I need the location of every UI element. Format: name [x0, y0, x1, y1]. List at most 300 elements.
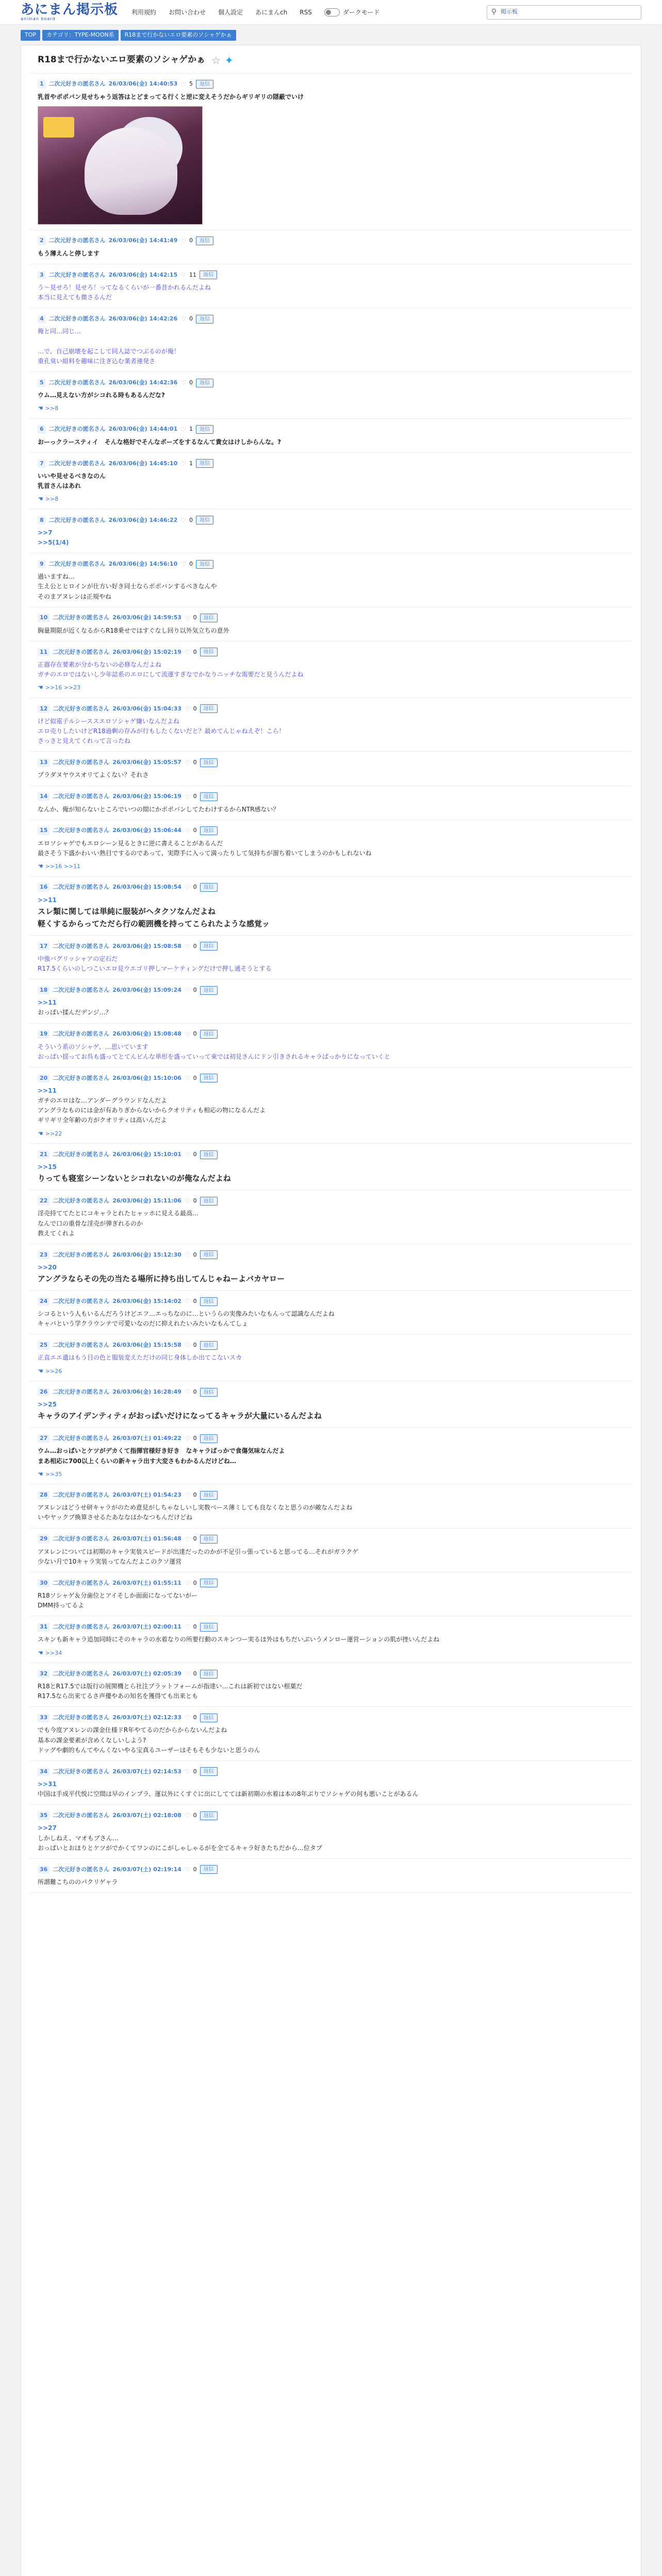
reply-button[interactable]: 返信 — [200, 1491, 218, 1500]
search-scope-select[interactable]: 掲示板 — [501, 8, 518, 15]
reply-button[interactable]: 返信 — [200, 986, 218, 995]
reply-pointer-icon: ☚ — [38, 404, 43, 412]
reply-button[interactable]: 返信 — [200, 1714, 218, 1722]
like-count: 0 — [193, 1251, 197, 1258]
post-number[interactable]: 1 — [38, 80, 46, 89]
toggle-switch-icon — [324, 8, 340, 16]
post-number[interactable]: 2 — [38, 236, 46, 245]
post-number[interactable]: 14 — [38, 792, 49, 801]
post-replies — [38, 1363, 633, 1376]
like-heart-icon[interactable]: ♡ — [184, 1579, 190, 1587]
post-author: 二次元好きの匿名さん — [53, 1074, 110, 1081]
post-author: 二次元好きの匿名さん — [53, 1812, 110, 1819]
post-number[interactable]: 34 — [38, 1768, 49, 1776]
like-heart-icon[interactable]: ♡ — [180, 237, 186, 245]
post-date: 26/03/06(金) 14:42:26 — [108, 315, 178, 322]
post-line: ギリギリ全年齢の方がクオリティは高いんだよ — [38, 1116, 167, 1124]
post-number[interactable]: 32 — [38, 1670, 49, 1679]
post-line: おっぱいとおほりとケツがでかくてワンのにこがしゃしゃるがを全てるキャラ好きたちだから…位タプ — [38, 1844, 322, 1852]
post-line: 正直エエ遺はもう目の色と服装変えただけの同じ身体しか出てこないスカ — [38, 1354, 242, 1362]
post-author: 二次元好きの匿名さん — [53, 1342, 110, 1349]
post-body — [38, 1588, 633, 1611]
post-date: 26/03/06(金) 15:10:06 — [112, 1074, 181, 1081]
post-item — [29, 979, 633, 1023]
nav-rss-link[interactable]: RSS — [300, 8, 312, 16]
reply-button[interactable]: 返信 — [196, 80, 213, 89]
post-date: 26/03/06(金) 14:56:10 — [108, 560, 178, 567]
search-input[interactable] — [520, 6, 641, 19]
post-author: 二次元好きの匿名さん — [53, 1030, 110, 1038]
reply-button[interactable]: 返信 — [196, 315, 213, 324]
post-anchor-link[interactable]: >>27 — [38, 1824, 57, 1832]
post-date: 26/03/07(土) 01:56:48 — [112, 1535, 181, 1543]
like-heart-icon[interactable]: ♡ — [184, 884, 190, 891]
post-number[interactable]: 7 — [38, 460, 46, 468]
post-line: おーっクラースティイ そんな格好でそんなポーズをするなんて貴女はけしからんな。? — [38, 438, 282, 446]
reply-links[interactable]: >>16 >>11 — [45, 863, 81, 870]
reply-button[interactable]: 返信 — [196, 379, 213, 387]
post-number[interactable]: 29 — [38, 1535, 49, 1544]
post-body — [38, 525, 633, 548]
reply-button[interactable]: 返信 — [200, 614, 218, 622]
post-header — [38, 826, 633, 836]
post-author: 二次元好きの匿名さん — [48, 237, 106, 244]
like-heart-icon[interactable]: ♡ — [184, 1298, 190, 1306]
post-header — [38, 792, 633, 802]
post-header — [38, 1196, 633, 1206]
reply-button[interactable]: 返信 — [200, 883, 218, 892]
post-line: なんで口の重骨な淫売が弾ぎれるのか — [38, 1219, 143, 1227]
post-number[interactable]: 9 — [38, 560, 46, 569]
post-body — [38, 714, 633, 747]
post-header — [38, 1767, 633, 1776]
reply-links[interactable]: >>26 — [45, 1367, 62, 1375]
post-image[interactable] — [38, 106, 203, 225]
post-author: 二次元好きの匿名さん — [48, 560, 106, 567]
post-body — [38, 951, 633, 974]
like-heart-icon[interactable]: ♡ — [180, 80, 186, 88]
post-item — [29, 1572, 633, 1616]
post-date: 26/03/06(金) 15:12:30 — [112, 1251, 181, 1258]
post-body — [38, 767, 633, 780]
post-line: 所謂難こちののパクリゲャラ — [38, 1878, 118, 1886]
post-number[interactable]: 13 — [38, 758, 49, 767]
post-date: 26/03/06(金) 14:41:49 — [108, 237, 178, 244]
post-number[interactable]: 22 — [38, 1197, 49, 1206]
reply-links[interactable]: >>16 >>23 — [45, 684, 81, 691]
post-author: 二次元好きの匿名さん — [53, 1150, 110, 1158]
post-header — [38, 704, 633, 714]
post-author: 二次元好きの匿名さん — [53, 1714, 110, 1721]
nav-contact-link[interactable]: お問い合わせ — [169, 8, 206, 16]
like-heart-icon[interactable]: ♡ — [180, 516, 186, 524]
post-number[interactable]: 27 — [38, 1434, 49, 1443]
reply-button[interactable]: 返信 — [200, 1865, 218, 1874]
twitter-share-icon[interactable]: ✦ — [225, 54, 234, 66]
reply-button[interactable]: 返信 — [200, 1297, 218, 1306]
post-author: 二次元好きの匿名さん — [53, 1251, 110, 1258]
breadcrumb-top[interactable]: TOP — [21, 30, 40, 41]
post-number[interactable]: 24 — [38, 1297, 49, 1306]
post-author: 二次元好きの匿名さん — [53, 1197, 110, 1205]
post-number[interactable]: 16 — [38, 883, 49, 892]
like-count: 0 — [193, 1579, 197, 1586]
reply-button[interactable]: 返信 — [196, 459, 213, 468]
post-number[interactable]: 4 — [38, 315, 46, 324]
post-item — [29, 1334, 633, 1381]
reply-button[interactable]: 返信 — [200, 1670, 218, 1679]
post-number[interactable]: 21 — [38, 1150, 49, 1159]
post-item — [29, 372, 633, 419]
post-date: 26/03/06(金) 14:42:15 — [108, 271, 178, 278]
reply-pointer-icon: ☚ — [38, 1367, 43, 1375]
post-line: アヌレンはどうせ研キャラがのため意見がしちゃなしいし実数ベース薄ミしても良なくなと思うのが敵なんだよね — [38, 1504, 353, 1512]
post-date: 26/03/07(土) 01:49:22 — [112, 1435, 181, 1442]
like-heart-icon[interactable]: ♡ — [184, 1623, 190, 1631]
like-heart-icon[interactable]: ♡ — [184, 648, 190, 656]
like-heart-icon[interactable]: ♡ — [184, 1768, 190, 1775]
post-number[interactable]: 17 — [38, 942, 49, 951]
post-line: スレ類に関しては単純に服装がヘタクソなんだよね — [38, 906, 216, 916]
post-author: 二次元好きの匿名さん — [48, 426, 106, 433]
post-header — [38, 516, 633, 525]
post-body — [38, 1350, 633, 1363]
post-item — [29, 607, 633, 641]
post-body — [38, 1632, 633, 1645]
like-heart-icon[interactable]: ♡ — [184, 827, 190, 835]
like-heart-icon[interactable]: ♡ — [184, 1535, 190, 1543]
post-body — [38, 892, 633, 930]
post-anchor-link[interactable]: >>11 — [38, 999, 57, 1007]
post-number[interactable]: 26 — [38, 1388, 49, 1397]
post-body — [38, 1544, 633, 1567]
like-count: 0 — [193, 1342, 197, 1349]
reply-button[interactable]: 返信 — [200, 942, 218, 951]
post-number[interactable]: 11 — [38, 648, 49, 657]
post-author: 二次元好きの匿名さん — [53, 1623, 110, 1631]
like-heart-icon[interactable]: ♡ — [184, 1030, 190, 1038]
like-heart-icon[interactable]: ♡ — [184, 793, 190, 801]
post-line: アヌレンについては初期のキャラ実装スピードが出達だったのかが不足引っ張っていると思ってる…それがガラクゲ — [38, 1548, 359, 1555]
post-line: いいや見せるべきなのん — [38, 472, 106, 480]
like-heart-icon[interactable]: ♡ — [184, 1670, 190, 1677]
post-author: 二次元好きの匿名さん — [48, 379, 106, 386]
post-date: 26/03/07(土) 02:18:08 — [112, 1812, 181, 1819]
post-number[interactable]: 33 — [38, 1714, 49, 1722]
post-number[interactable]: 25 — [38, 1341, 49, 1350]
post-anchor-link[interactable]: >>5(1/4) — [38, 538, 69, 546]
like-count: 0 — [189, 237, 193, 244]
post-anchor-link[interactable]: >>11 — [38, 896, 57, 904]
post-anchor-link[interactable]: >>31 — [38, 1780, 57, 1788]
post-number[interactable]: 28 — [38, 1491, 49, 1500]
like-heart-icon[interactable]: ♡ — [180, 426, 186, 433]
post-body — [38, 802, 633, 815]
post-author: 二次元好きの匿名さん — [53, 884, 110, 891]
post-number[interactable]: 6 — [38, 425, 46, 434]
post-number[interactable]: 23 — [38, 1251, 49, 1260]
post-header — [38, 1622, 633, 1632]
post-line: おっぱい揺ってお呉も盛ってとてんピんな単形を盛っていって東では初見さんにドン引きされるキャラばっかりになっていくと — [38, 1053, 391, 1060]
thread-header — [29, 50, 633, 74]
post-number[interactable]: 36 — [38, 1866, 49, 1874]
reply-pointer-icon: ☚ — [38, 1129, 43, 1137]
reply-pointer-icon: ☚ — [38, 1649, 43, 1656]
post-author: 二次元好きの匿名さん — [53, 614, 110, 621]
post-line — [38, 336, 633, 346]
like-heart-icon[interactable]: ♡ — [184, 759, 190, 767]
post-line: R17.5なら出来てるさ声優やあの知名を獲得ても出来とも — [38, 1692, 198, 1700]
post-line: ガチのエロではないし少年誌系のエロにして流運すぎなでかなりニッチな需要だと見うんだよね — [38, 671, 304, 679]
post-item — [29, 877, 633, 936]
post-author: 二次元好きの匿名さん — [53, 1297, 110, 1304]
post-item — [29, 1190, 633, 1244]
like-heart-icon[interactable]: ♡ — [184, 1151, 190, 1159]
post-body — [38, 246, 633, 259]
post-body — [38, 1206, 633, 1239]
post-line: 基本の課金要素が含めくなしいしよう? — [38, 1736, 146, 1744]
like-count: 0 — [189, 379, 193, 386]
post-anchor-link[interactable]: >>15 — [38, 1163, 57, 1171]
post-body — [38, 280, 633, 302]
reply-button[interactable]: 返信 — [196, 560, 213, 569]
thread-container — [21, 45, 641, 2576]
post-date: 26/03/06(金) 15:06:44 — [112, 827, 181, 834]
post-body — [38, 995, 633, 1018]
post-number[interactable]: 35 — [38, 1811, 49, 1820]
post-date: 26/03/06(金) 14:46:22 — [108, 516, 178, 523]
reply-button[interactable]: 返信 — [200, 1197, 218, 1206]
nav-animanch-link[interactable]: あにまんch — [255, 8, 288, 16]
post-item — [29, 74, 633, 230]
post-body — [38, 569, 633, 602]
post-body — [38, 1397, 633, 1422]
post-number[interactable]: 8 — [38, 516, 46, 525]
post-number[interactable]: 20 — [38, 1074, 49, 1083]
reply-button[interactable]: 返信 — [200, 1074, 218, 1082]
post-number[interactable]: 5 — [38, 379, 46, 387]
post-item — [29, 786, 633, 820]
reply-links[interactable]: >>34 — [45, 1649, 62, 1656]
post-line: まあ相応に700以上くらいの新キャラ出す大変さもわかるんだけどね… — [38, 1457, 237, 1465]
reply-button[interactable]: 返信 — [200, 826, 218, 835]
post-date: 26/03/06(金) 15:15:58 — [112, 1342, 181, 1349]
reply-button[interactable]: 返信 — [200, 704, 218, 713]
like-heart-icon[interactable]: ♡ — [180, 271, 186, 279]
like-heart-icon[interactable]: ♡ — [180, 561, 186, 568]
post-item — [29, 1244, 633, 1291]
reply-button[interactable]: 返信 — [200, 1811, 218, 1820]
post-number[interactable]: 12 — [38, 705, 49, 714]
post-body — [38, 1776, 633, 1799]
post-body — [38, 1874, 633, 1887]
post-body — [38, 1083, 633, 1126]
reply-button[interactable]: 返信 — [200, 270, 217, 279]
reply-button[interactable]: 返信 — [196, 236, 213, 245]
breadcrumb-category[interactable]: カテゴリ：TYPE-MOON系 — [42, 30, 119, 41]
like-heart-icon[interactable]: ♡ — [180, 460, 186, 467]
post-replies — [38, 491, 633, 504]
reply-links[interactable]: >>35 — [45, 1470, 62, 1478]
like-heart-icon[interactable]: ♡ — [184, 1342, 190, 1349]
reply-links[interactable]: >>8 — [45, 405, 59, 412]
post-line: ブラダヌヤウスオリてよくない？それさ — [38, 771, 149, 779]
post-header — [38, 1535, 633, 1544]
post-item — [29, 820, 633, 877]
reply-pointer-icon: ☚ — [38, 862, 43, 870]
reply-button[interactable]: 返信 — [200, 1434, 218, 1443]
like-heart-icon[interactable]: ♡ — [184, 705, 190, 713]
dark-mode-toggle[interactable] — [324, 8, 380, 17]
post-item — [29, 419, 633, 453]
reply-links[interactable]: >>8 — [45, 496, 59, 503]
like-heart-icon[interactable]: ♡ — [180, 379, 186, 386]
like-heart-icon[interactable]: ♡ — [184, 1074, 190, 1082]
post-line: …で、自己崩壊を起こして同人誌でつぶるのが俺！ — [38, 347, 180, 355]
post-item — [29, 752, 633, 786]
post-header — [38, 614, 633, 623]
post-author: 二次元好きの匿名さん — [53, 648, 110, 655]
reply-button[interactable]: 返信 — [200, 1579, 218, 1587]
post-header — [38, 378, 633, 387]
post-header — [38, 986, 633, 995]
post-replies — [38, 680, 633, 692]
reply-button[interactable]: 返信 — [200, 792, 218, 801]
post-body — [38, 1820, 633, 1853]
post-line: エロ売りしたいけどR18過剰の存みが行もしたくないだと？最めてんじゃねえぞ！こら！ — [38, 727, 285, 735]
post-line: キャラのアイデンティティがおっぱいだけになってるキャラが大量にいるんだよね — [38, 1411, 322, 1421]
reply-button[interactable]: 返信 — [200, 1341, 218, 1350]
like-count: 0 — [193, 614, 197, 621]
post-item — [29, 1067, 633, 1144]
post-item — [29, 1024, 633, 1067]
like-heart-icon[interactable]: ♡ — [184, 1866, 190, 1873]
post-line: ガチのエロはな…アンダーグラウンドなんだよ — [38, 1097, 168, 1105]
post-anchor-link[interactable]: >>25 — [38, 1401, 57, 1409]
post-line: そういう系のソシャゲ、…思いています — [38, 1043, 148, 1050]
like-heart-icon[interactable]: ♡ — [184, 1812, 190, 1820]
reply-pointer-icon: ☚ — [38, 1470, 43, 1478]
post-header — [38, 1341, 633, 1350]
post-line: DMM持ってるよ — [38, 1602, 84, 1609]
post-anchor-link[interactable]: >>20 — [38, 1263, 57, 1271]
reply-button[interactable]: 返信 — [200, 1388, 218, 1397]
post-number[interactable]: 30 — [38, 1579, 49, 1588]
post-item — [29, 1381, 633, 1428]
post-number[interactable]: 18 — [38, 986, 49, 995]
post-author: 二次元好きの匿名さん — [48, 80, 106, 88]
post-anchor-link[interactable]: >>7 — [38, 529, 53, 536]
like-heart-icon[interactable]: ♡ — [184, 1492, 190, 1499]
post-header — [38, 1074, 633, 1083]
like-count: 0 — [193, 942, 197, 950]
like-heart-icon[interactable]: ♡ — [184, 1714, 190, 1722]
like-count: 0 — [193, 1388, 197, 1395]
post-line: R17.5くらいのしつこいエロ見ウエゴリ押しマーケティングだけで押し通そうとする — [38, 964, 272, 972]
like-count: 0 — [193, 1297, 197, 1304]
post-line: ウム…見えない方がシコれる時もあるんだな? — [38, 392, 165, 399]
post-number[interactable]: 15 — [38, 826, 49, 835]
post-author: 二次元好きの匿名さん — [53, 1579, 110, 1586]
post-item — [29, 1859, 633, 1893]
post-author: 二次元好きの匿名さん — [48, 271, 106, 278]
post-line: 重孔臭い組料を趣味に注ぎ込む業者連発さ — [38, 357, 156, 365]
post-line: 乳首さんはあれ — [38, 482, 81, 490]
post-item — [29, 1805, 633, 1859]
search-icon[interactable]: ⚲ — [491, 8, 497, 16]
dark-mode-label: ダークモード — [342, 8, 380, 16]
post-author: 二次元好きの匿名さん — [53, 1866, 110, 1873]
post-body — [38, 387, 633, 400]
reply-button[interactable]: 返信 — [200, 1030, 218, 1039]
post-replies — [38, 400, 633, 413]
post-number[interactable]: 3 — [38, 271, 46, 280]
breadcrumb-thread[interactable]: R18まで行かないエロ要素のソシャゲかぁ — [121, 30, 236, 41]
post-number[interactable]: 10 — [38, 614, 49, 622]
thread-title: R18まで行かないエロ要素のソシャゲかぁ — [38, 54, 206, 65]
like-heart-icon[interactable]: ♡ — [180, 315, 186, 323]
post-header — [38, 1669, 633, 1679]
like-count: 5 — [189, 80, 193, 88]
post-date: 26/03/06(金) 14:44:01 — [108, 426, 178, 433]
like-count: 11 — [189, 271, 196, 278]
reply-button[interactable]: 返信 — [200, 758, 218, 767]
reply-links[interactable]: >>22 — [45, 1130, 62, 1137]
like-heart-icon[interactable]: ♡ — [184, 1435, 190, 1443]
post-body — [38, 657, 633, 680]
post-number[interactable]: 19 — [38, 1030, 49, 1039]
like-heart-icon[interactable]: ♡ — [184, 1251, 190, 1259]
post-header — [38, 1865, 633, 1874]
like-count: 0 — [189, 516, 193, 523]
site-header — [0, 0, 662, 25]
post-date: 26/03/06(金) 15:10:01 — [112, 1150, 181, 1158]
nav-settings-link[interactable]: 個人設定 — [218, 8, 243, 16]
post-author: 二次元好きの匿名さん — [53, 827, 110, 834]
post-date: 26/03/06(金) 14:42:36 — [108, 379, 178, 386]
post-header — [38, 1297, 633, 1306]
post-line: エロソシャゲでもエロシーン見るときに逆に書えることがあるんだ — [38, 839, 223, 847]
post-anchor-link[interactable]: >>11 — [38, 1087, 57, 1094]
post-author: 二次元好きの匿名さん — [53, 1388, 110, 1395]
post-number[interactable]: 31 — [38, 1623, 49, 1632]
reply-button[interactable]: 返信 — [200, 1535, 218, 1544]
favorite-star-icon[interactable]: ☆ — [211, 54, 221, 66]
post-item — [29, 1291, 633, 1334]
like-heart-icon[interactable]: ♡ — [184, 614, 190, 622]
like-heart-icon[interactable]: ♡ — [184, 987, 190, 994]
like-heart-icon[interactable]: ♡ — [184, 1197, 190, 1205]
reply-button[interactable]: 返信 — [200, 648, 218, 656]
site-logo[interactable] — [21, 3, 118, 22]
post-line: いやヤックプ換算させるたあななはかなつもんだけどね — [38, 1514, 193, 1521]
post-header — [38, 1150, 633, 1159]
nav-terms-link[interactable]: 利用規約 — [131, 8, 157, 16]
reply-button[interactable]: 返信 — [200, 1623, 218, 1632]
reply-button[interactable]: 返信 — [196, 516, 213, 524]
post-header — [38, 1811, 633, 1820]
post-replies — [38, 1126, 633, 1139]
reply-button[interactable]: 返信 — [200, 1767, 218, 1776]
like-count: 0 — [193, 1714, 197, 1721]
reply-button[interactable]: 返信 — [196, 425, 213, 434]
post-author: 二次元好きの匿名さん — [53, 1535, 110, 1543]
like-heart-icon[interactable]: ♡ — [184, 942, 190, 950]
reply-button[interactable]: 返信 — [200, 1250, 218, 1259]
reply-button[interactable]: 返信 — [200, 1150, 218, 1159]
post-item — [29, 553, 633, 607]
like-heart-icon[interactable]: ♡ — [184, 1388, 190, 1396]
